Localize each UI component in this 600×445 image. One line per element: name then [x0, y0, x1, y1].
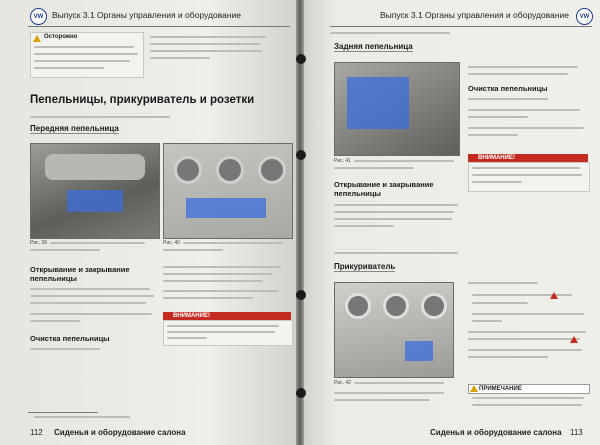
subsection-title: Очистка пепельницы: [30, 334, 110, 343]
caution-text-line: [472, 404, 582, 406]
warning-box: [163, 320, 293, 346]
text-line: [468, 356, 548, 358]
caution-header: ПРИМЕЧАНИЕ: [468, 384, 590, 394]
text-line: [468, 349, 582, 351]
footnote-rule: [28, 412, 98, 413]
caution-text-line: [34, 46, 134, 48]
highlight-area: [405, 341, 433, 361]
warning-triangle-icon: [550, 292, 558, 299]
caution-text-line: [472, 397, 584, 399]
highlight-area: [67, 190, 123, 212]
caution-triangle-icon: [33, 35, 41, 42]
text-line: [163, 273, 273, 275]
caption-line: [183, 242, 283, 244]
figure-caption: Рис. 40: [163, 240, 180, 246]
text-line: [334, 211, 454, 213]
footnote-line: [34, 416, 130, 418]
warning-text-line: [472, 167, 580, 169]
text-line: [163, 280, 263, 282]
highlight-area: [186, 198, 266, 218]
binding-hole: [296, 388, 306, 398]
text-line: [468, 134, 518, 136]
ashtray-open-photo: [163, 143, 293, 239]
subsection-title: Открывание и закрывание пепельницы: [334, 180, 434, 198]
text-line: [30, 116, 170, 118]
text-line: [30, 348, 100, 350]
warning-text-line: [472, 181, 522, 183]
highlight-area: [347, 77, 409, 129]
figure-caption: Рис. 41: [334, 158, 351, 164]
book-gutter: [296, 0, 304, 445]
text-line: [334, 392, 444, 394]
binding-hole: [296, 54, 306, 64]
text-line: [472, 302, 528, 304]
caption-line: [50, 242, 145, 244]
page-number: 112: [30, 428, 43, 437]
vw-logo-icon: VW: [30, 8, 47, 25]
text-line: [163, 266, 281, 268]
text-line: [30, 295, 154, 297]
page-footer: Сиденья и оборудование салона: [430, 428, 562, 437]
caption-line: [354, 382, 444, 384]
text-line: [150, 36, 266, 38]
section-title: Передняя пепельница: [30, 124, 119, 133]
text-line: [468, 109, 580, 111]
figure-caption: Рис. 39: [30, 240, 47, 246]
caption-line: [30, 249, 100, 251]
text-line: [468, 127, 584, 129]
warning-header: ВНИМАНИЕ!: [163, 312, 291, 320]
figure-caption: Рис. 42: [334, 380, 351, 386]
left-page: [0, 0, 298, 445]
caption-line: [354, 160, 454, 162]
text-line: [468, 98, 548, 100]
lighter-photo: [334, 282, 454, 378]
text-line: [150, 50, 262, 52]
warning-text-line: [167, 337, 207, 339]
front-ashtray-photo: [30, 143, 160, 239]
subsection-title: Очистка пепельницы: [468, 84, 548, 93]
text-line: [468, 116, 528, 118]
text-line: [30, 313, 152, 315]
text-line: [163, 297, 253, 299]
text-line: [468, 282, 538, 284]
binding-hole: [296, 150, 306, 160]
page-header: Выпуск 3.1 Органы управления и оборудование: [380, 10, 569, 20]
warning-text-line: [167, 325, 279, 327]
page-footer: Сиденья и оборудование салона: [54, 428, 186, 437]
text-line: [472, 313, 584, 315]
section-title: Прикуриватель: [334, 262, 396, 271]
warning-text-line: [472, 174, 582, 176]
text-line: [468, 73, 568, 75]
caution-triangle-icon: [470, 385, 478, 392]
caption-line: [163, 249, 223, 251]
text-line: [472, 320, 502, 322]
header-rule: [28, 26, 290, 27]
section-title: Задняя пепельница: [334, 42, 413, 51]
subsection-title: Открывание и закрывание пепельницы: [30, 265, 130, 283]
page-number: 113: [570, 428, 583, 437]
caution-text-line: [34, 60, 130, 62]
caption-line: [334, 167, 414, 169]
text-line: [163, 290, 279, 292]
warning-triangle-icon: [570, 336, 578, 343]
caution-title: Осторожно: [44, 34, 78, 40]
caution-text-line: [34, 67, 104, 69]
binding-hole: [296, 290, 306, 300]
text-line: [330, 32, 450, 34]
page-header: Выпуск 3.1 Органы управления и оборудование: [52, 10, 241, 20]
text-line: [334, 218, 452, 220]
header-rule: [330, 26, 592, 27]
vw-logo-icon: VW: [576, 8, 593, 25]
text-line: [468, 338, 580, 340]
caution-text-line: [34, 53, 138, 55]
text-line: [30, 302, 146, 304]
text-line: [334, 399, 430, 401]
rear-ashtray-photo: [334, 62, 460, 156]
warning-text-line: [167, 331, 275, 333]
text-line: [468, 331, 586, 333]
text-line: [30, 320, 80, 322]
text-line: [334, 204, 458, 206]
text-line: [150, 43, 260, 45]
text-line: [468, 66, 578, 68]
warning-header: ВНИМАНИЕ!: [468, 154, 588, 162]
text-line: [334, 225, 394, 227]
text-line: [150, 57, 210, 59]
text-line: [30, 288, 150, 290]
main-title: Пепельницы, прикуриватель и розетки: [30, 94, 255, 106]
right-page: [300, 0, 600, 445]
text-line: [334, 252, 458, 254]
